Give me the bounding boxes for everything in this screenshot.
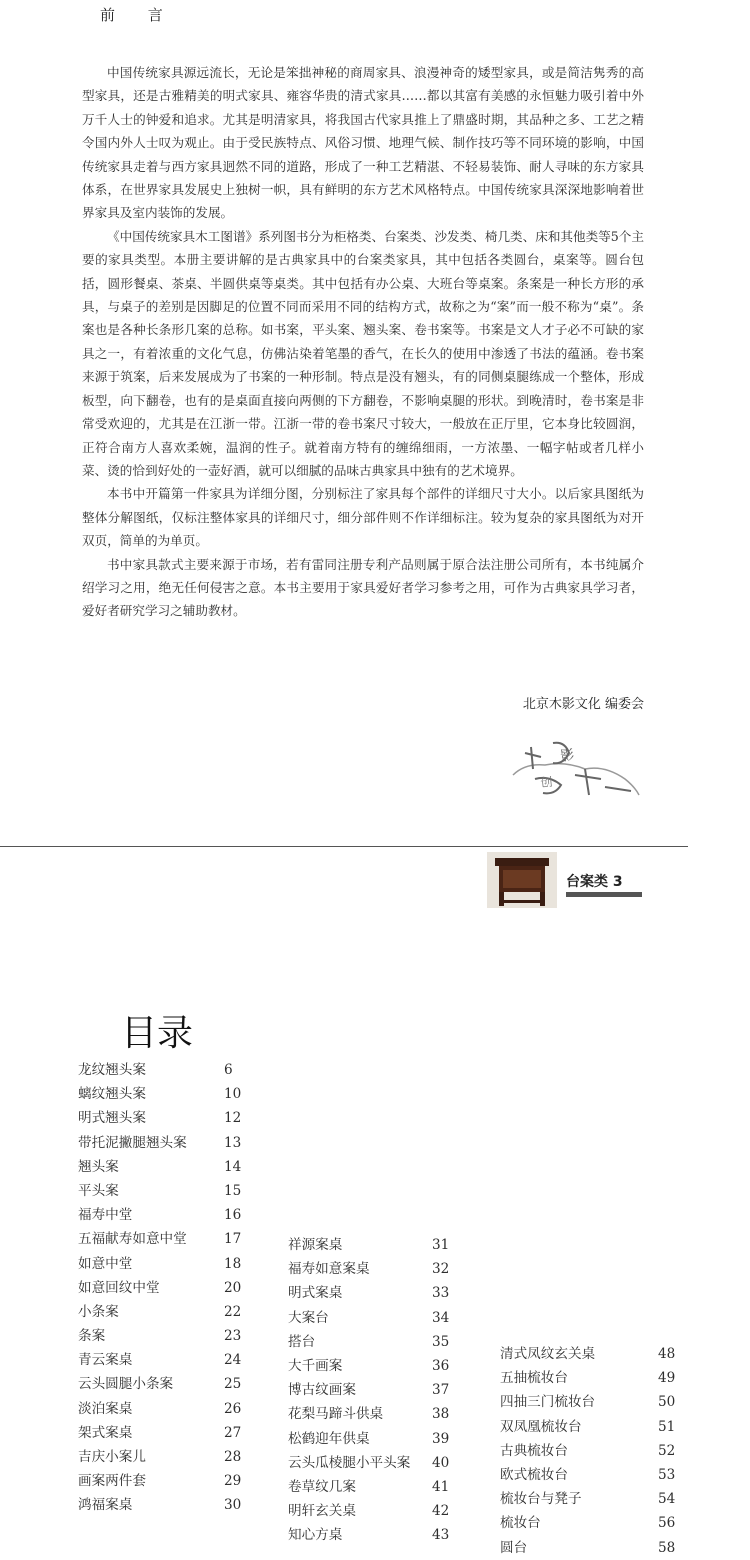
toc-entry-page: 30 <box>224 1497 242 1514</box>
page-divider <box>0 846 688 847</box>
toc-entry-page: 32 <box>432 1261 450 1278</box>
toc-column-clip <box>490 1342 730 1556</box>
toc-entry <box>78 1469 278 1493</box>
toc-entry-page: 54 <box>658 1491 676 1508</box>
toc-entry-title: 青云案桌 <box>78 1352 133 1369</box>
toc-entry-page: 10 <box>224 1086 242 1103</box>
toc-entry-title: 花梨马蹄斗供桌 <box>288 1406 384 1423</box>
toc-entry-page: 58 <box>658 1539 676 1556</box>
toc-entry-title: 福寿如意案桌 <box>288 1261 370 1278</box>
toc-entry-page: 16 <box>224 1207 242 1224</box>
toc-entry-page: 34 <box>432 1309 450 1326</box>
toc-column <box>78 1058 278 1518</box>
toc-entry-title: 小条案 <box>78 1303 119 1320</box>
toc-entry <box>288 1281 488 1305</box>
preface-body <box>82 61 644 623</box>
toc-entry <box>500 1415 700 1439</box>
toc-entry-title: 古典梳妆台 <box>500 1442 568 1459</box>
toc-entry-page: 38 <box>432 1406 450 1423</box>
toc-entry-page: 41 <box>432 1478 450 1495</box>
toc-entry <box>288 1499 488 1523</box>
toc-entry-page: 35 <box>432 1333 450 1350</box>
toc-entry <box>288 1354 488 1378</box>
toc-entry <box>288 1427 488 1451</box>
toc-entry <box>500 1511 700 1535</box>
toc-entry-page: 12 <box>224 1110 242 1127</box>
toc-entry-title: 四抽三门梳妆台 <box>500 1394 596 1411</box>
toc-entry <box>78 1179 278 1203</box>
preface-paragraph: 书中家具款式主要来源于市场，若有雷同注册专利产品则属于原合法注册公司所有，本书纯属介绍学习之用，绝无任何侵害之意。本书主要用于家具爱好者学习参考之用，可作为古典家具学习者，爱好者研究学习之辅助教材。 <box>82 556 644 619</box>
toc-entry-title: 圆台 <box>500 1539 528 1556</box>
toc-entry-title: 如意中堂 <box>78 1255 133 1272</box>
toc-entry <box>78 1493 278 1517</box>
toc-entry <box>288 1257 488 1281</box>
toc-entry-title: 五福献寿如意中堂 <box>78 1231 187 1248</box>
svg-text:创: 创 <box>539 774 554 790</box>
toc-entry <box>288 1233 488 1257</box>
toc-entry-title: 条案 <box>78 1328 106 1345</box>
toc-entry <box>288 1306 488 1330</box>
toc-entry-title: 翘头案 <box>78 1158 119 1175</box>
toc-entry-title: 梳妆台与凳子 <box>500 1491 582 1508</box>
toc-entry <box>500 1463 700 1487</box>
toc-entry-title: 鸿福案桌 <box>78 1497 133 1514</box>
toc-entry <box>78 1324 278 1348</box>
toc-entry-page: 27 <box>224 1424 242 1441</box>
toc-entry <box>78 1252 278 1276</box>
toc-entry-page: 40 <box>432 1454 450 1471</box>
toc-entry-title: 松鹤迎年供桌 <box>288 1430 370 1447</box>
toc-entry-title: 明式案桌 <box>288 1285 343 1302</box>
toc-entry-title: 五抽梳妆台 <box>500 1370 568 1387</box>
toc-entry <box>78 1082 278 1106</box>
toc-entry-title: 云头圆腿小条案 <box>78 1376 174 1393</box>
toc-entry-title: 画案两件套 <box>78 1473 146 1490</box>
toc-entry <box>78 1155 278 1179</box>
toc-entry-page: 37 <box>432 1382 450 1399</box>
toc-entry-page: 53 <box>658 1466 676 1483</box>
toc-entry <box>78 1276 278 1300</box>
toc-entry-title: 架式案桌 <box>78 1424 133 1441</box>
toc-entry-page: 29 <box>224 1473 242 1490</box>
section-bar <box>566 892 642 897</box>
toc-entry-page: 14 <box>224 1158 242 1175</box>
toc-entry-title: 双凤凰梳妆台 <box>500 1418 582 1435</box>
toc-entry <box>288 1523 488 1547</box>
toc-entry-page: 31 <box>432 1237 450 1253</box>
toc-column <box>288 1233 488 1547</box>
preface-title: 前 言 <box>100 6 177 24</box>
toc-entry <box>500 1366 700 1390</box>
furniture-thumbnail-image <box>487 852 557 908</box>
toc-entry-page: 15 <box>224 1182 242 1199</box>
toc-entry <box>288 1330 488 1354</box>
toc-entry-page: 33 <box>432 1285 450 1302</box>
toc-entry-page: 56 <box>658 1515 676 1532</box>
toc-entry-page: 50 <box>658 1394 676 1411</box>
toc-entry <box>288 1451 488 1475</box>
toc-entry-page: 43 <box>432 1527 450 1544</box>
toc-entry <box>78 1203 278 1227</box>
toc-entry-page: 26 <box>224 1400 242 1417</box>
toc-entry-title: 吉庆小案儿 <box>78 1449 146 1465</box>
toc-entry-title: 梳妆台 <box>500 1515 541 1532</box>
toc-entry-page: 6 <box>224 1062 233 1078</box>
toc-entry <box>288 1402 488 1426</box>
toc-entry-page: 39 <box>432 1430 450 1447</box>
preface-paragraph: 本书中开篇第一件家具为详细分图，分别标注了家具每个部件的详细尺寸大小。以后家具图纸为整体分解图纸，仅标注整体家具的详细尺寸，细分部件则不作详细标注。较为复杂的家具图纸为对开双页，简单的为单页。 <box>82 486 644 549</box>
toc-entry-title: 明轩玄关桌 <box>288 1503 356 1520</box>
toc-entry <box>78 1058 278 1082</box>
toc-entry-title: 卷草纹几案 <box>288 1478 356 1495</box>
toc-entry <box>78 1445 278 1469</box>
toc-entry <box>78 1300 278 1324</box>
toc-entry-title: 清式凤纹玄关桌 <box>500 1346 596 1362</box>
toc-entry-page: 23 <box>224 1328 242 1345</box>
toc-entry-page: 13 <box>224 1134 242 1151</box>
toc-entry <box>288 1378 488 1402</box>
toc-entry-page: 24 <box>224 1352 242 1369</box>
toc-entry-page: 49 <box>658 1370 676 1387</box>
toc-entry <box>500 1390 700 1414</box>
toc-entry-title: 大千画案 <box>288 1357 343 1374</box>
signature: 北京木影文化 编委会 <box>522 697 644 712</box>
toc-entry-title: 淡泊案桌 <box>78 1400 133 1417</box>
toc-entry <box>78 1131 278 1155</box>
toc-entry <box>78 1106 278 1130</box>
toc-entry <box>78 1227 278 1251</box>
toc-title: 目录 <box>121 1013 194 1054</box>
toc-entry <box>78 1348 278 1372</box>
toc-entry <box>500 1536 700 1560</box>
toc-entry-page: 51 <box>658 1418 676 1435</box>
toc-entry-page: 52 <box>658 1442 676 1459</box>
toc-entry-page: 20 <box>224 1279 242 1296</box>
toc-entry-title: 博古纹画案 <box>288 1382 356 1399</box>
toc-entry-title: 平头案 <box>78 1182 119 1199</box>
toc-entry-page: 22 <box>224 1303 242 1320</box>
toc-entry-title: 螭纹翘头案 <box>78 1086 146 1103</box>
toc-entry-page: 18 <box>224 1255 242 1272</box>
toc-entry-title: 明式翘头案 <box>78 1110 146 1127</box>
publisher-seal-logo <box>505 735 645 805</box>
toc-entry <box>500 1487 700 1511</box>
toc-entry-page: 17 <box>224 1231 242 1248</box>
section-label: 台案类 3 <box>566 874 623 890</box>
toc-entry-title: 云头瓜棱腿小平头案 <box>288 1454 411 1471</box>
toc-entry <box>78 1421 278 1445</box>
toc-entry-title: 搭台 <box>288 1333 316 1350</box>
toc-entry-title: 带托泥撇腿翘头案 <box>78 1134 187 1151</box>
toc-entry <box>78 1372 278 1396</box>
toc-entry-title: 福寿中堂 <box>78 1207 133 1224</box>
toc-entry-title: 龙纹翘头案 <box>78 1062 146 1078</box>
toc-entry-page: 28 <box>224 1449 242 1465</box>
toc-entry-title: 大案台 <box>288 1309 329 1326</box>
toc-entry-page: 36 <box>432 1357 450 1374</box>
svg-text:影: 影 <box>559 747 576 765</box>
toc-column <box>500 1342 700 1560</box>
toc-entry <box>78 1397 278 1421</box>
toc-entry-title: 知心方桌 <box>288 1527 343 1544</box>
preface-paragraph: 中国传统家具源远流长，无论是笨拙神秘的商周家具、浪漫神奇的矮型家具，或是简洁隽秀的高型家具，还是古雅精美的明式家具、雍容华贵的清式家具……都以其富有美感的永恒魅力吸引着中外万千人士的钟爱和追求。尤其是明清家具，将我国古代家具推上了鼎盛时期，其品种之多、工艺之精令国内外人士叹为观止。由于受民族特点、风俗习惯、地理气候、制作技巧等不同环境的影响，中国传统家具走着与西方家具迥然不同的道路，形成了一种工艺精湛、不轻易装饰、耐人寻味的东方家具体系，在世界家具发展史上独树一帜，具有鲜明的东方艺术风格特点。中国传统家具深深地影响着世界家具及室内装饰的发展。 <box>82 65 644 221</box>
toc-entry <box>500 1439 700 1463</box>
preface-paragraph: 《中国传统家具木工图谱》系列图书分为柜格类、台案类、沙发类、椅几类、床和其他类等5个主要的家具类型。本册主要讲解的是古典家具中的台案类家具，其中包括各类圆台，桌案等。圆台包括，圆形餐桌、茶桌、半圆供桌等桌类。其中包括有办公桌、大班台等桌案。条案是一种长方形的承具，与桌子的差别是因脚足的位置不同而采用不同的结构方式，故称之为“案”而一般不称为“桌”。条案也是各种长条形几案的总称。如书案，平头案、翘头案、卷书案等。书案是文人才子必不可缺的家具之一，有着浓重的文化气息，仿佛沾染着笔墨的香气，在长久的使用中渗透了书法的蕴涵。卷书案来源于筑案，后来发展成为了书案的一种形制。特点是没有翘头，有的同侧桌腿练成一个整体，形成板型，向下翻卷，也有的是桌面直接向两侧的下方翻卷，不影响桌腿的形状。到晚清时，卷书案是非常受欢迎的，尤其是在江浙一带。江浙一带的卷书案尺寸较大，一般放在正厅里，它本身比较圆润，正符合南方人喜欢柔婉，温润的性子。就着南方特有的缠绵细雨，一方浓墨、一幅字帖或者几样小菜、烫的恰到好处的一壶好酒，就可以细腻的品味古典家具中独有的艺术境界。 <box>82 228 644 478</box>
toc-entry <box>288 1475 488 1499</box>
toc-entry-title: 如意回纹中堂 <box>78 1279 160 1296</box>
toc-entry-page: 42 <box>432 1503 450 1520</box>
toc-entry <box>500 1342 700 1366</box>
toc-entry-page: 25 <box>224 1376 242 1393</box>
toc-entry-title: 祥源案桌 <box>288 1237 343 1253</box>
toc-entry-page: 48 <box>658 1346 676 1362</box>
toc-entry-title: 欧式梳妆台 <box>500 1466 568 1483</box>
